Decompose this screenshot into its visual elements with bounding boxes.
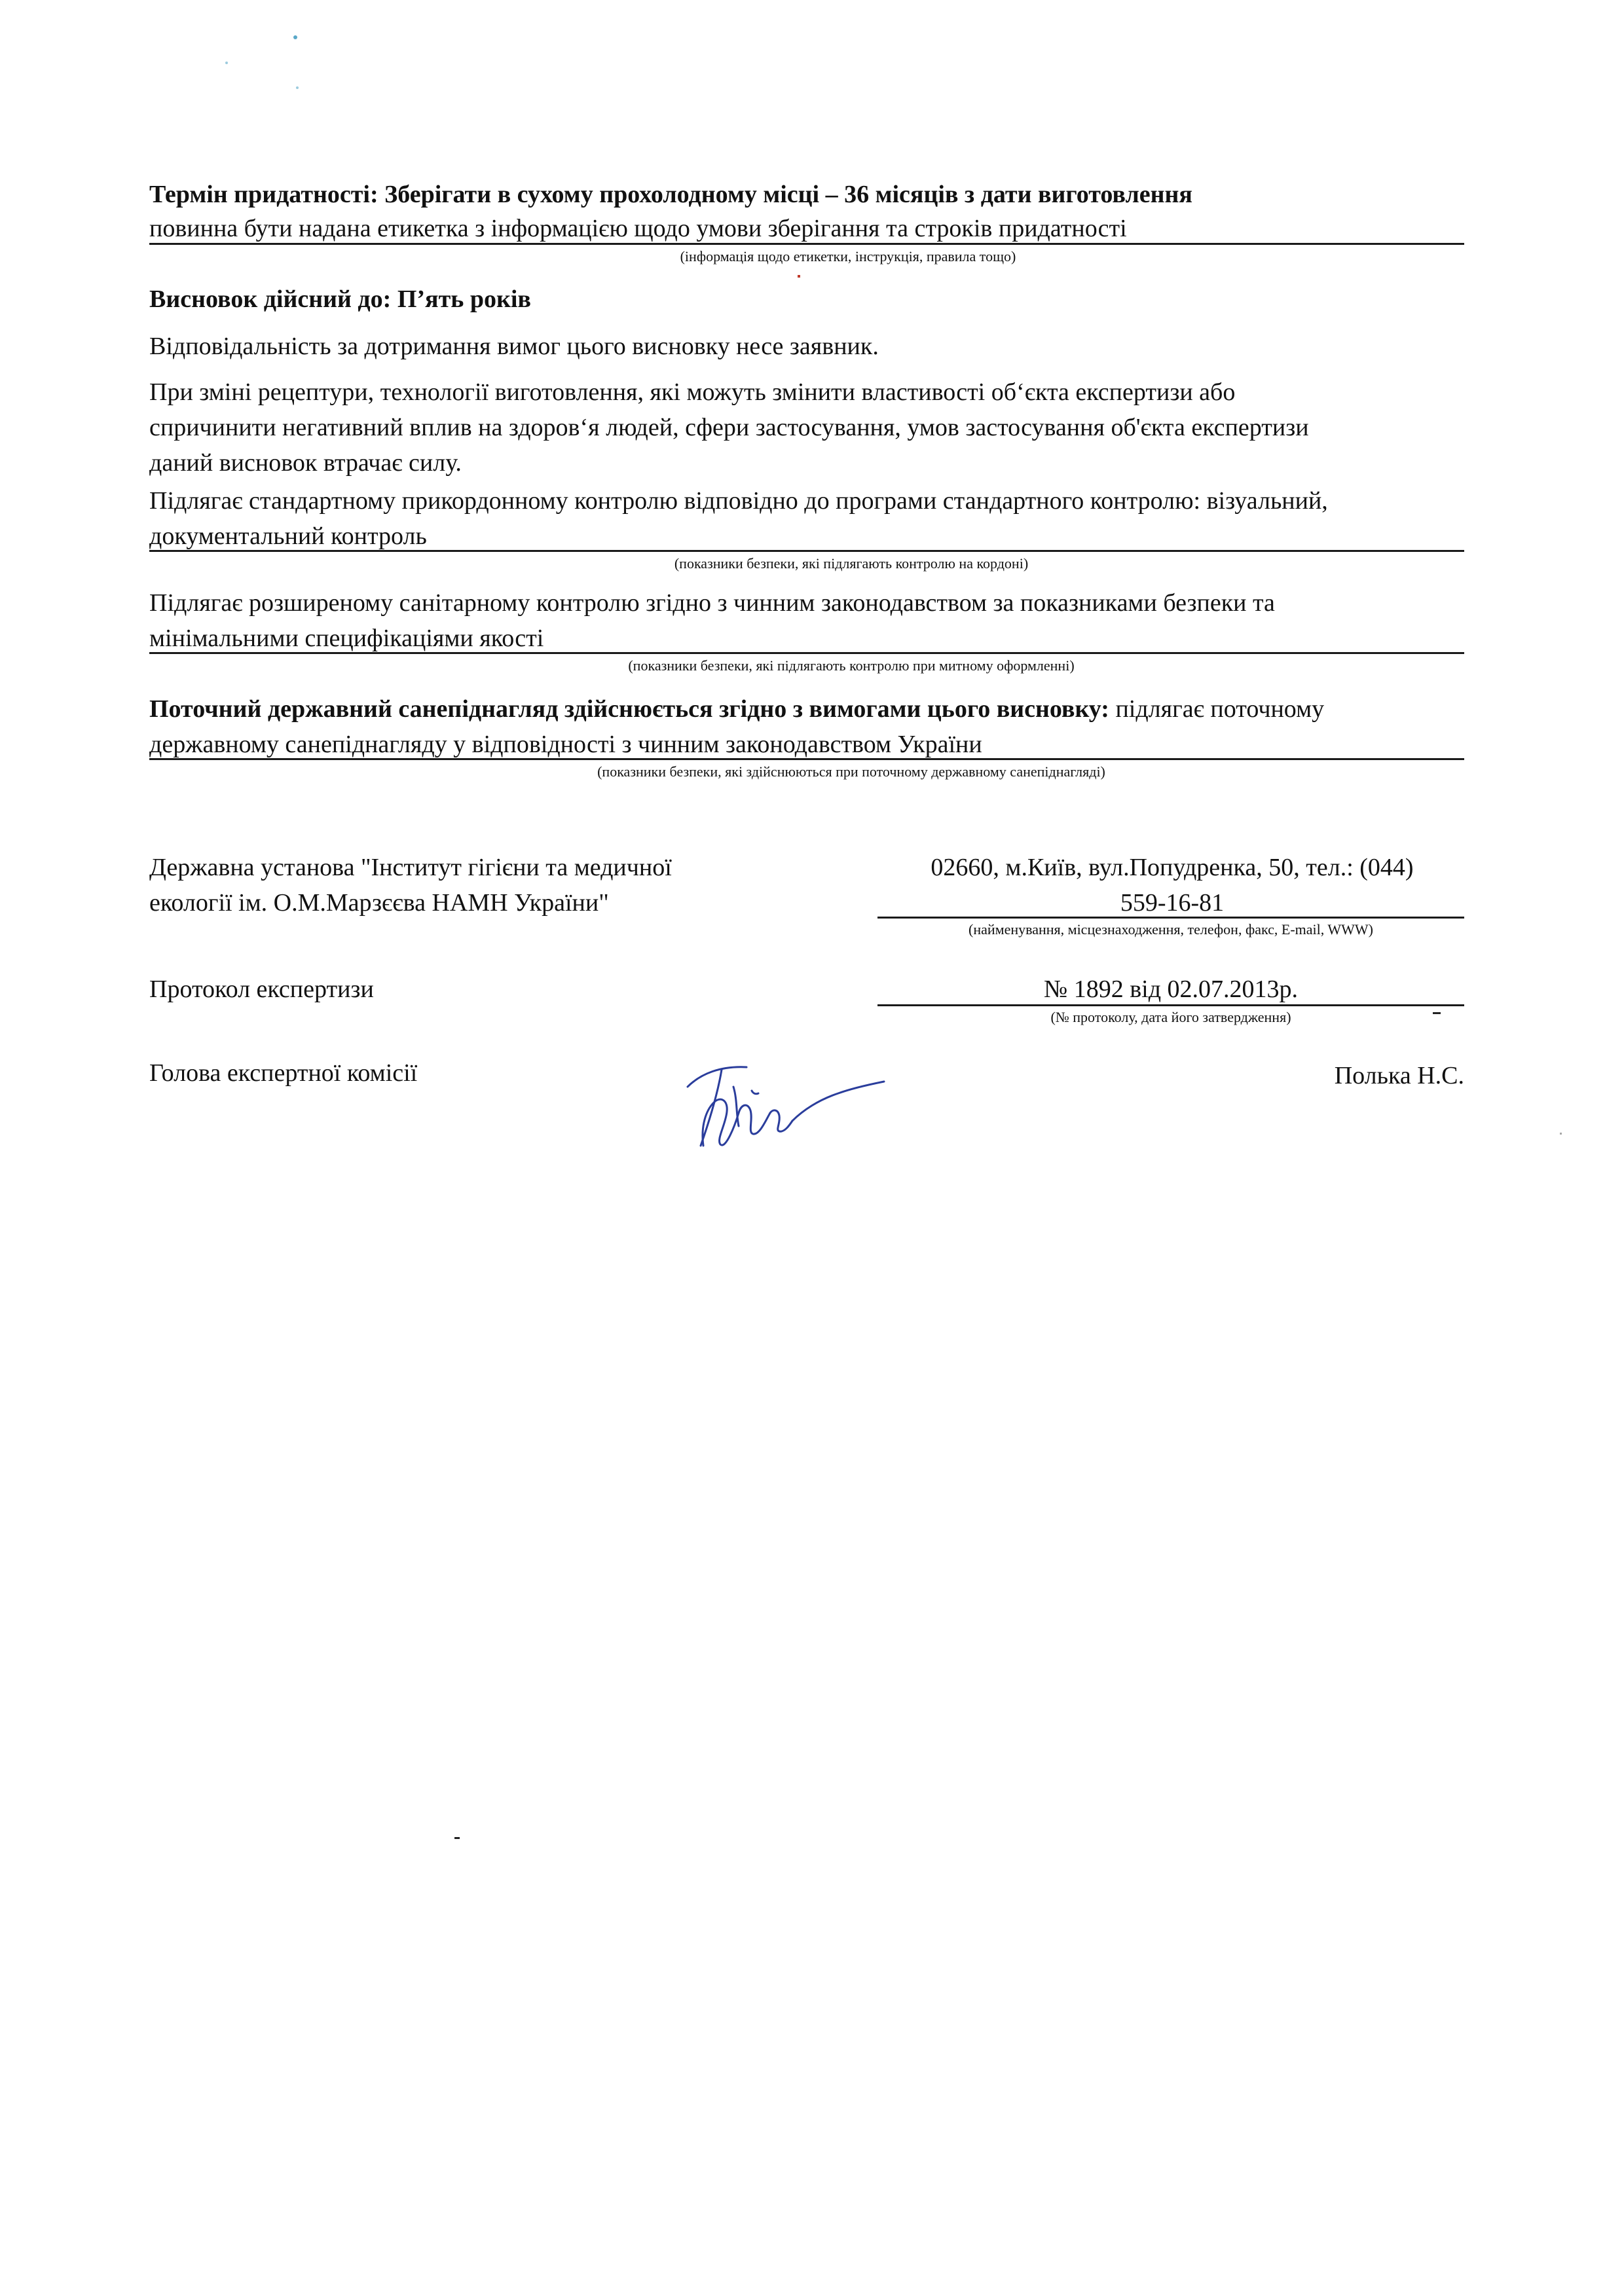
institution-address-line: 559-16-81 <box>1120 889 1225 917</box>
sanitary-control <box>149 585 1464 656</box>
border-control-line: документальний контроль <box>149 522 427 550</box>
institution-name-line: екології ім. О.М.Марзєєва НАМН України" <box>149 889 609 917</box>
supervision <box>149 691 1464 762</box>
scan-speck <box>1433 1012 1441 1014</box>
change-clause-line: даний висновок втрачає силу. <box>149 449 462 477</box>
institution-address-line: 02660, м.Київ, вул.Попудренка, 50, тел.: (044) <box>931 854 1414 881</box>
scan-speck <box>454 1837 460 1839</box>
shelf-life-value: Зберігати в сухому прохолодному місці – 36 місяців з дати виготовлення <box>384 181 1192 208</box>
scan-speck <box>798 275 800 278</box>
commission-label: Голова експертної комісії <box>149 1059 418 1087</box>
sanitary-control-rule <box>149 652 1464 654</box>
change-clause-line: При зміні рецептури, технології виготовлення, які можуть змінити властивості об‘єкта експертизи або <box>149 378 1236 406</box>
change-clause <box>149 374 1464 481</box>
protocol-rule <box>877 1004 1464 1006</box>
change-clause-line: спричинити негативний вплив на здоров‘я людей, сфери застосування, умов застосування об'єкта експертизи <box>149 414 1309 441</box>
scan-speck <box>293 35 297 39</box>
signature-image <box>674 1048 897 1159</box>
sanitary-control-note: (показники безпеки, які підлягають контролю при митному оформленні) <box>628 657 1075 674</box>
shelf-life-line: повинна бути надана етикетка з інформацією щодо умови зберігання та строків придатності <box>149 215 1127 242</box>
protocol-label: Протокол експертизи <box>149 975 374 1003</box>
validity-label: Висновок дійсний до: <box>149 285 392 313</box>
shelf-life-label: Термін придатності: <box>149 181 378 208</box>
sanitary-control-line: мінімальними специфікаціями якості <box>149 625 544 652</box>
institution-name <box>149 850 804 920</box>
supervision-value: підлягає поточному <box>1115 695 1325 723</box>
protocol-value: № 1892 від 02.07.2013р. <box>1043 975 1299 1003</box>
supervision-label: Поточний державний санепіднагляд здійснюється згідно з вимогами цього висновку: <box>149 695 1109 723</box>
shelf-life-rule <box>149 243 1464 245</box>
scan-speck <box>1560 1133 1562 1135</box>
institution-note: (найменування, місцезнаходження, телефон, факс, E-mail, WWW) <box>969 921 1373 938</box>
institution-address <box>877 850 1467 920</box>
validity-value: П’ять років <box>397 285 531 313</box>
shelf-life-heading <box>149 177 1464 212</box>
scan-speck <box>296 86 299 89</box>
institution-name-line: Державна установа "Інститут гігієни та медичної <box>149 854 672 881</box>
border-control-rule <box>149 550 1464 552</box>
protocol-note: (№ протоколу, дата його затвердження) <box>1050 1009 1291 1025</box>
shelf-life-note: (інформація щодо етикетки, інструкція, правила тощо) <box>680 248 1016 264</box>
institution-rule <box>877 917 1464 919</box>
responsibility-text: Відповідальність за дотримання вимог цього висновку несе заявник. <box>149 333 879 360</box>
supervision-rule <box>149 758 1464 760</box>
border-control <box>149 483 1464 554</box>
border-control-line: Підлягає стандартному прикордонному контролю відповідно до програми стандартного контролю: візуальний, <box>149 487 1328 515</box>
supervision-line-1 <box>149 691 1464 727</box>
validity-line <box>149 282 1464 317</box>
commission-name: Полька Н.С. <box>1334 1062 1464 1089</box>
sanitary-control-line: Підлягає розширеному санітарному контролю згідно з чинним законодавством за показниками безпеки та <box>149 589 1275 617</box>
supervision-line-2: державному санепіднагляду у відповідності з чинним законодавством України <box>149 731 982 758</box>
scan-speck <box>225 62 228 64</box>
border-control-note: (показники безпеки, які підлягають контролю на кордоні) <box>674 555 1029 572</box>
supervision-note: (показники безпеки, які здійснюються при поточному державному санепіднагляді) <box>597 763 1105 780</box>
